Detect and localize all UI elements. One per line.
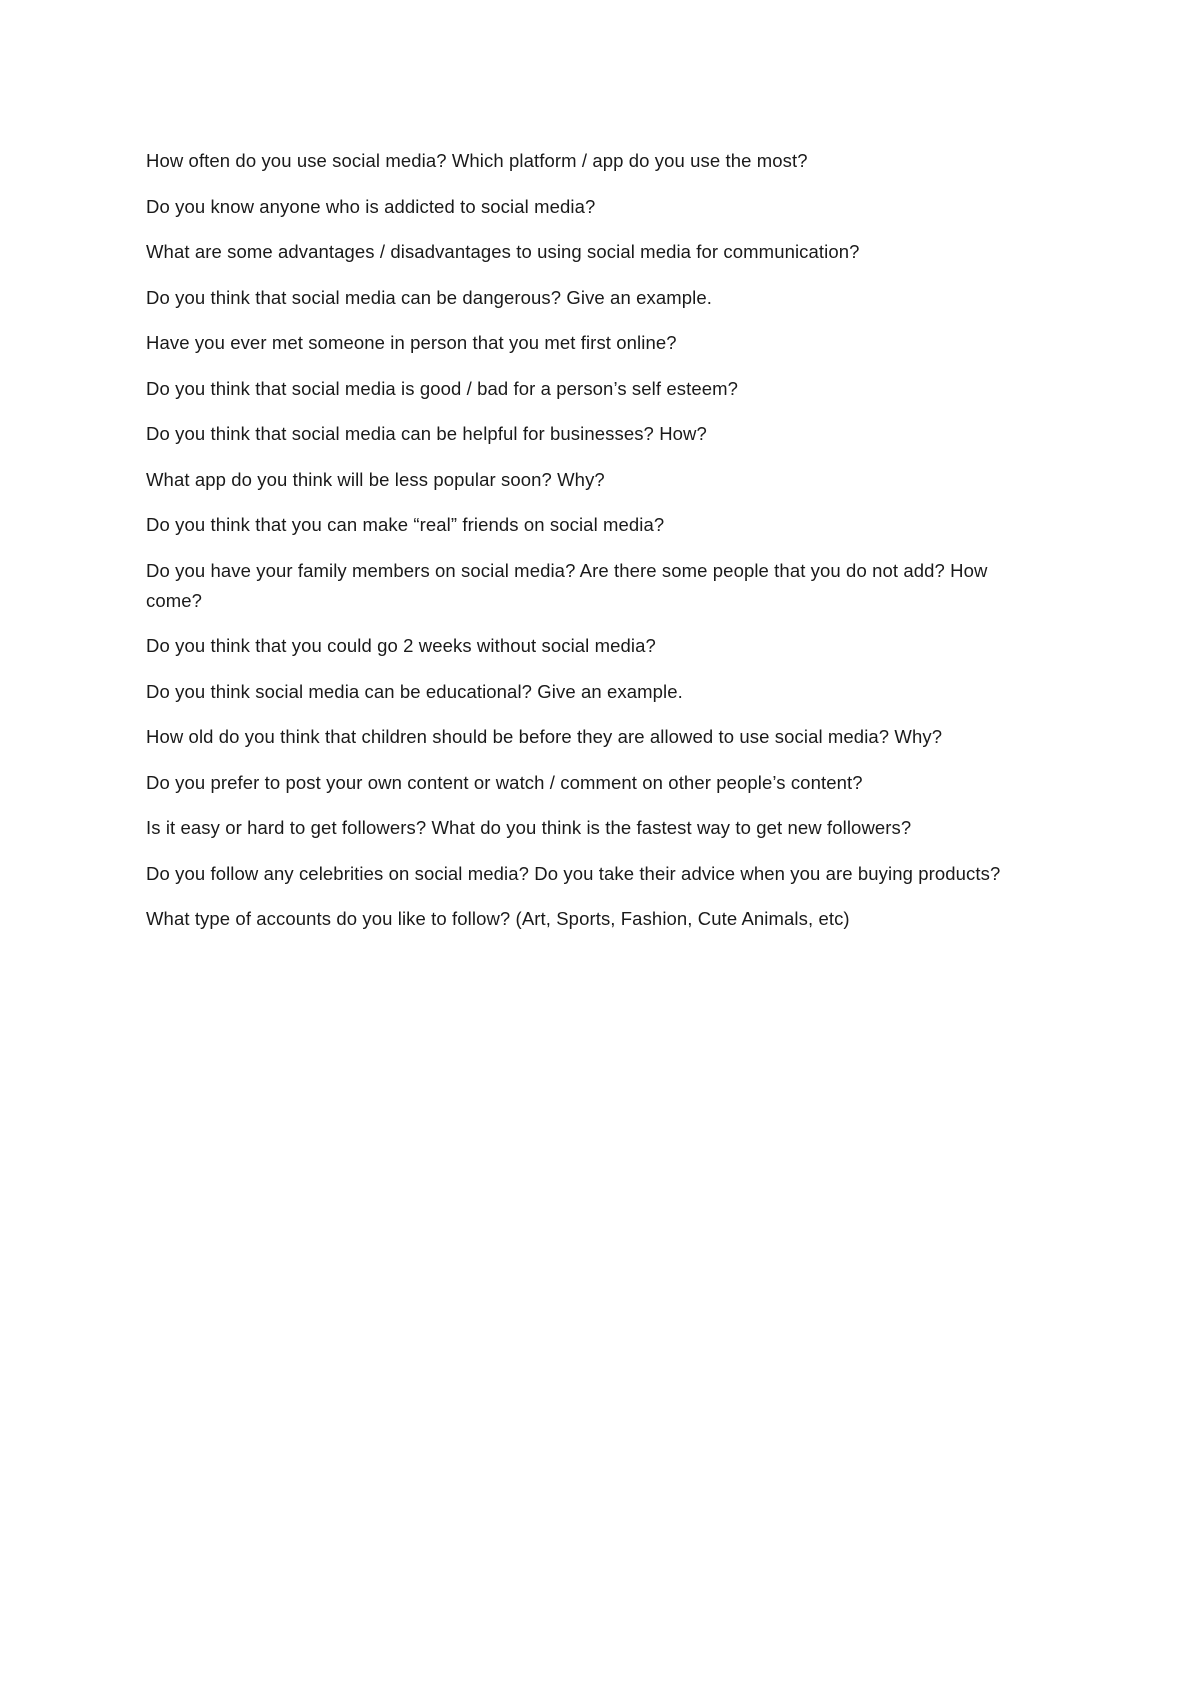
- question-item: How old do you think that children should be before they are allowed to use social media? Why?: [146, 726, 943, 747]
- question-item: Have you ever met someone in person that you met first online?: [146, 332, 677, 353]
- question-item: Do you think that social media can be helpful for businesses? How?: [146, 423, 707, 444]
- question-item: Do you prefer to post your own content or watch / comment on other people’s content?: [146, 771, 863, 793]
- question-item: What app do you think will be less popular soon? Why?: [146, 468, 605, 490]
- question-item: Do you think that social media can be dangerous? Give an example.: [146, 286, 712, 308]
- question-item: Is it easy or hard to get followers? What do you think is the fastest way to get new followers?: [146, 817, 912, 838]
- question-item: What type of accounts do you like to follow? (Art, Sports, Fashion, Cute Animals, etc): [146, 908, 850, 929]
- question-item: Do you think that social media is good / bad for a person’s self esteem?: [146, 377, 738, 399]
- question-item: Do you follow any celebrities on social media? Do you take their advice when you are buying products?: [146, 862, 1001, 884]
- question-item: How often do you use social media? Which platform / app do you use the most?: [146, 150, 808, 171]
- question-item: Do you think that you could go 2 weeks without social media?: [146, 635, 656, 656]
- question-item: Do you have your family members on social media? Are there some people that you do not add? How come?: [146, 559, 988, 611]
- question-item: What are some advantages / disadvantages to using social media for communication?: [146, 241, 860, 262]
- question-item: Do you think social media can be educational? Give an example.: [146, 680, 683, 702]
- question-list: [146, 146, 1046, 950]
- question-item: Do you know anyone who is addicted to social media?: [146, 195, 596, 217]
- question-item: Do you think that you can make “real” friends on social media?: [146, 514, 665, 535]
